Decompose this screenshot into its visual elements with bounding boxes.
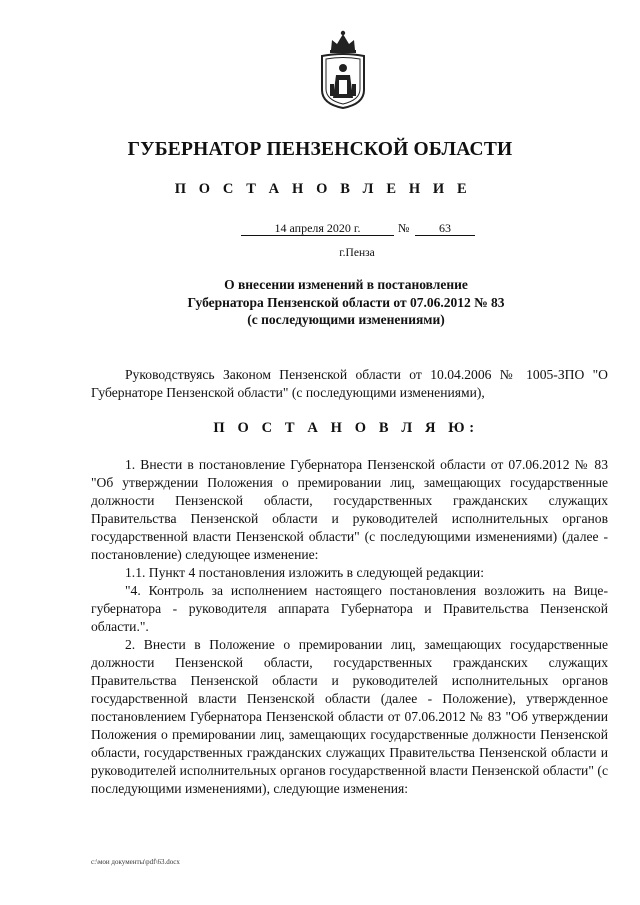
heading-line: О внесении изменений в постановление <box>224 277 468 292</box>
heading-line: (с последующими изменениями) <box>247 312 445 327</box>
preamble-text: Руководствуясь Законом Пензенской области от 10.04.2006 № 1005-ЗПО "О Губернаторе Пензенской области" (с последующими изменениями), <box>91 367 608 400</box>
preamble-block <box>91 366 608 402</box>
number-label: № <box>398 221 410 235</box>
document-number: 63 <box>415 221 475 236</box>
heading-line: Губернатора Пензенской области от 07.06.2012 № 83 <box>187 294 505 310</box>
paragraph: 1. Внести в постановление Губернатора Пензенской области от 07.06.2012 № 83 "Об утверждении Положения о премировании лиц, замещающих государственные должности Пензенской области, государственных гражданских служащих Правительства Пензенской области и руководителей исполнительных органов государственной власти Пензенской области" (с последующими изменениями) (далее - постановление) следующее изменение: <box>91 457 608 562</box>
decree-body <box>91 456 608 798</box>
document-type: П О С Т А Н О В Л Е Н И Е <box>174 181 472 197</box>
paragraph: "4. Контроль за исполнением настоящего постановления возложить на Вице-губернатора - руководителя аппарата Губернатора и Правительства Пензенской области.". <box>91 583 608 634</box>
city: г.Пенза <box>339 247 375 259</box>
document-heading <box>0 276 640 329</box>
paragraph: 1.1. Пункт 4 постановления изложить в следующей редакции: <box>125 565 484 580</box>
paragraph: 2. Внести в Положение о премировании лиц, замещающих государственные должности Пензенской области, государственных гражданских служащих Правительства Пензенской области и руководителей исполнительных органов государственной власти Пензенской области (далее - Положение), утвержденное постановлением Губернатора Пензенской области от 07.06.2012 № 83 "Об утверждении Положения о премировании лиц, замещающих государственные должности Пензенской области, государственных гражданских служащих Правительства Пензенской области и руководителей исполнительных органов государственной власти Пензенской области" (с последующими изменениями), следующие изменения: <box>91 637 608 796</box>
file-path-footer: c:\мои документы\pdf\63.docx <box>91 858 180 866</box>
decree-word: П О С Т А Н О В Л Я Ю: <box>213 420 479 436</box>
issuing-authority: ГУБЕРНАТОР ПЕНЗЕНСКОЙ ОБЛАСТИ <box>127 139 513 160</box>
penza-coat-of-arms-icon <box>318 28 368 110</box>
document-date: 14 апреля 2020 г. <box>241 221 394 236</box>
